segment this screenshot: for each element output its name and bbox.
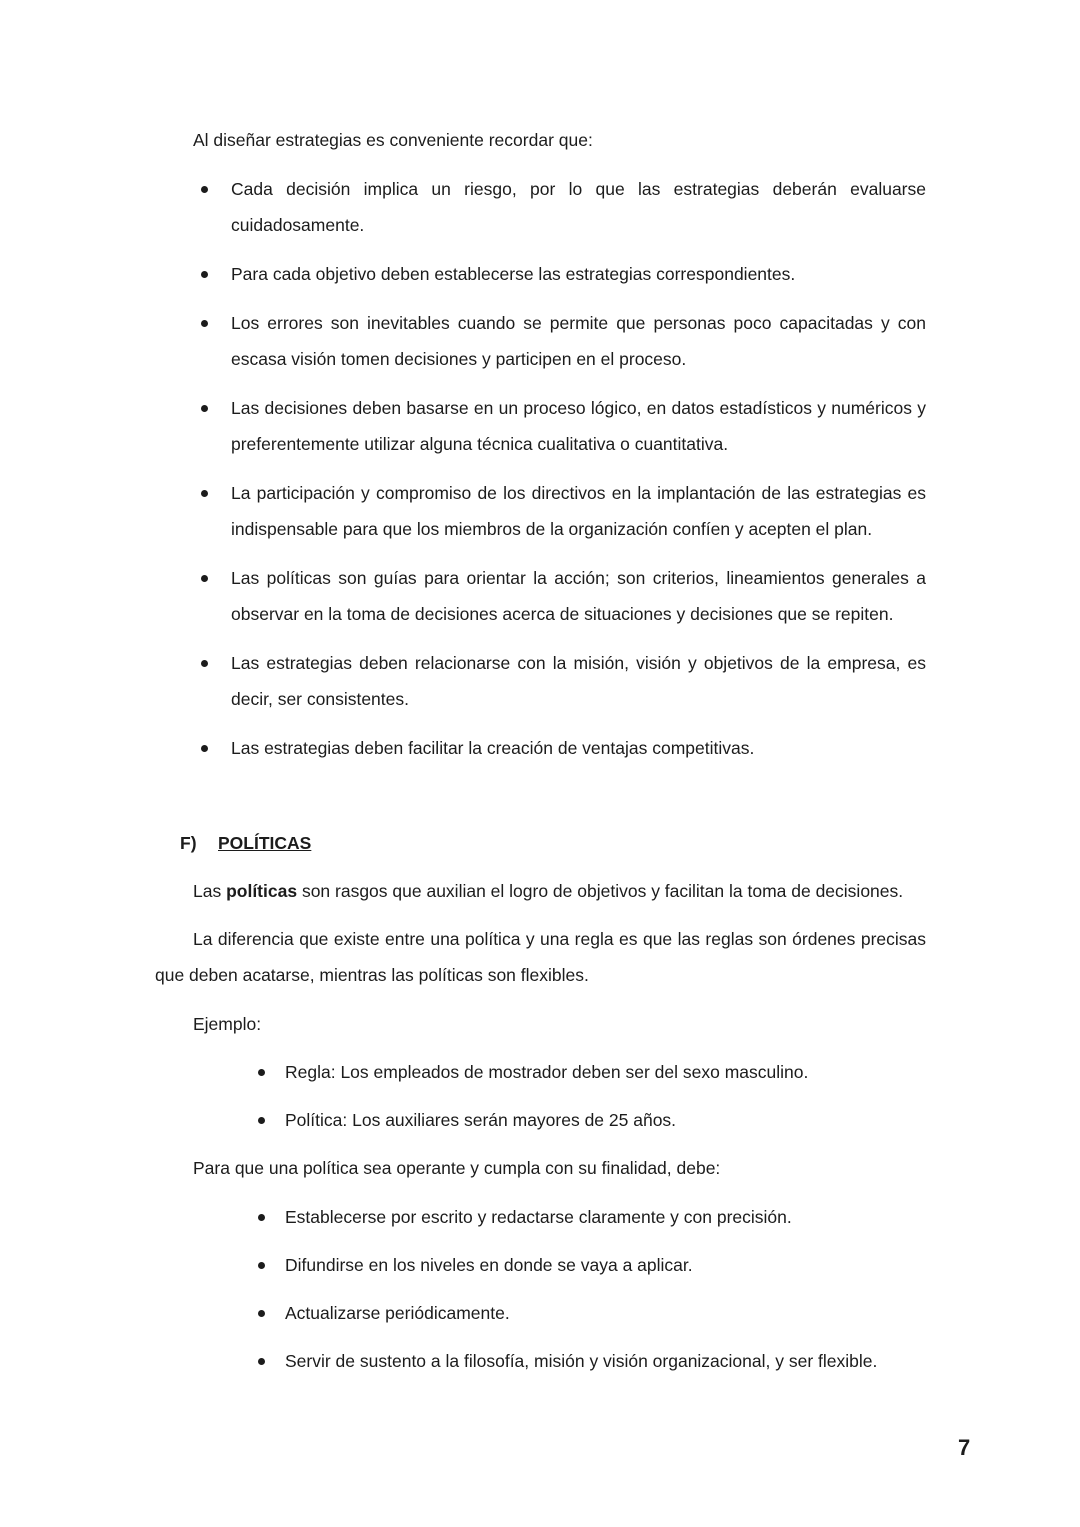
requirements-intro: Para que una política sea operante y cumpla con su finalidad, debe: xyxy=(193,1158,721,1178)
list-item: Las políticas son guías para orientar la acción; son criterios, lineamientos generales a observar en la toma de decisiones acerca de situaciones y decisiones que se repiten. xyxy=(193,560,926,632)
list-item: La participación y compromiso de los directivos en la implantación de las estrategias es indispensable para que los miembros de la organización confíen y acepten el plan. xyxy=(193,475,926,547)
section-letter: F) xyxy=(180,833,197,853)
list-item: Regla: Los empleados de mostrador deben ser del sexo masculino. xyxy=(250,1054,926,1090)
section-title: POLÍTICAS xyxy=(218,833,312,853)
list-item: Establecerse por escrito y redactarse claramente y con precisión. xyxy=(250,1199,926,1235)
list-item: Actualizarse periódicamente. xyxy=(250,1295,926,1331)
page-number: 7 xyxy=(958,1435,971,1460)
bullet-icon xyxy=(201,186,208,193)
bold-term: políticas xyxy=(226,881,298,901)
bullet-icon xyxy=(201,660,208,667)
bullet-icon xyxy=(201,405,208,412)
difference-paragraph: La diferencia que existe entre una política y una regla es que las reglas son órdenes precisas que deben acatarse, mientras las políticas son flexibles. xyxy=(155,929,926,985)
bullet-icon xyxy=(201,575,208,582)
list-item: Cada decisión implica un riesgo, por lo que las estrategias deberán evaluarse cuidadosamente. xyxy=(193,171,926,243)
requirements-list xyxy=(250,1199,926,1391)
list-item: Las estrategias deben relacionarse con la misión, visión y objetivos de la empresa, es decir, ser consistentes. xyxy=(193,645,926,717)
intro-paragraph: Al diseñar estrategias es conveniente recordar que: xyxy=(193,130,593,150)
bullet-icon xyxy=(258,1117,265,1124)
bullet-icon xyxy=(201,745,208,752)
bullet-icon xyxy=(258,1069,265,1076)
bullet-icon xyxy=(201,271,208,278)
bullet-icon xyxy=(201,490,208,497)
bullet-icon xyxy=(258,1262,265,1269)
bullet-icon xyxy=(258,1214,265,1221)
list-item: Difundirse en los niveles en donde se vaya a aplicar. xyxy=(250,1247,926,1283)
example-label: Ejemplo: xyxy=(193,1014,262,1034)
list-item: Los errores son inevitables cuando se permite que personas poco capacitadas y con escasa visión tomen decisiones y participen en el proceso. xyxy=(193,305,926,377)
section-heading xyxy=(180,825,480,861)
list-item: Para cada objetivo deben establecerse las estrategias correspondientes. xyxy=(193,256,926,292)
strategy-points-list xyxy=(193,171,926,779)
list-item: Política: Los auxiliares serán mayores de 25 años. xyxy=(250,1102,926,1138)
examples-list xyxy=(250,1054,926,1150)
bullet-icon xyxy=(258,1310,265,1317)
list-item: Las decisiones deben basarse en un proceso lógico, en datos estadísticos y numéricos y preferentemente utilizar alguna técnica cualitativa o cuantitativa. xyxy=(193,390,926,462)
definition-paragraph: Las políticas son rasgos que auxilian el logro de objetivos y facilitan la toma de decisiones. xyxy=(193,881,904,901)
list-item: Las estrategias deben facilitar la creación de ventajas competitivas. xyxy=(193,730,926,766)
list-item: Servir de sustento a la filosofía, misión y visión organizacional, y ser flexible. xyxy=(250,1343,926,1379)
bullet-icon xyxy=(201,320,208,327)
bullet-icon xyxy=(258,1358,265,1365)
